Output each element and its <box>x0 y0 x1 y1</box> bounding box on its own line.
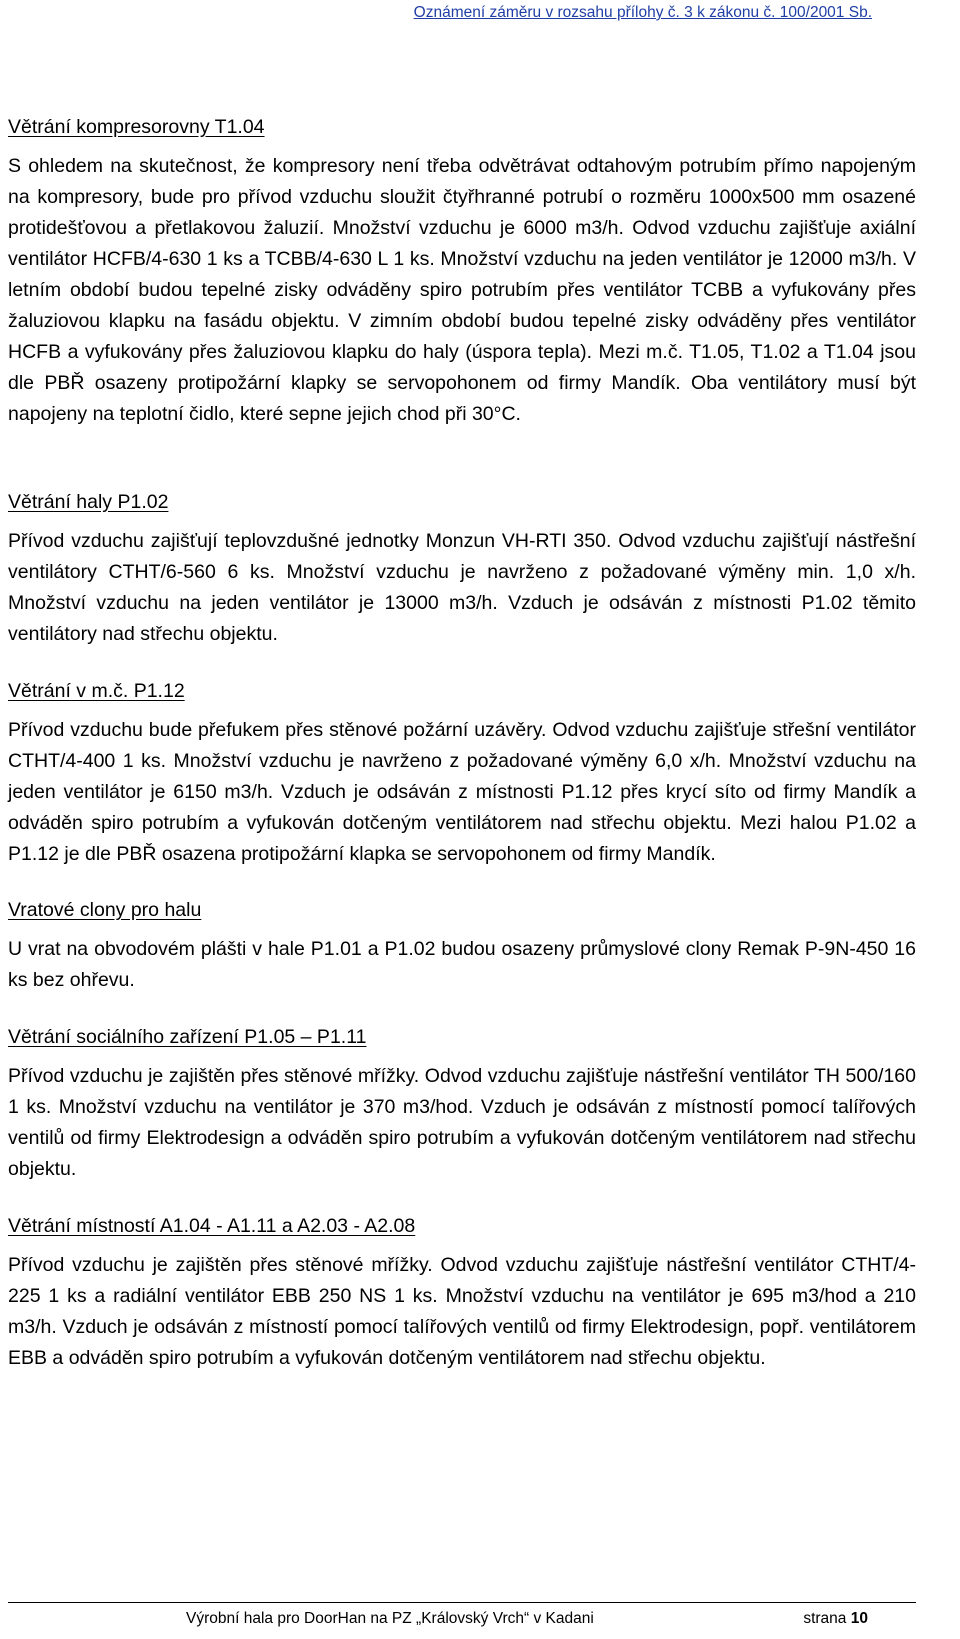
section-paragraph: Přívod vzduchu bude přefukem přes stěnové požární uzávěry. Odvod vzduchu zajišťuje střešní ventilátor CTHT/4-400 1 ks. Množství vzduchu je navrženo z požadované výměny 6,0 x/h. Množství vzduchu na jeden ventilátor je 6150 m3/h. Vzduch je odsáván z místnosti P1.12 přes krycí síto od firmy Mandík a odváděn spiro potrubím a vyfukován dotčeným ventilátorem nad střechu objektu. Mezi halou P1.02 a P1.12 je dle PBŘ osazena protipožární klapka se servopohonem od firmy Mandík. <box>8 719 916 865</box>
section-heading: Větrání místností A1.04 - A1.11 a A2.03 - A2.08 <box>8 1215 416 1237</box>
page-label: strana <box>803 1610 847 1627</box>
section-heading: Větrání v m.č. P1.12 <box>8 680 185 702</box>
section-vratove-clony <box>8 895 916 996</box>
footer-title: Výrobní hala pro DoorHan na PZ „Královský Vrch“ v Kadani <box>186 1610 594 1627</box>
section-paragraph: Přívod vzduchu zajišťují teplovzdušné jednotky Monzun VH-RTI 350. Odvod vzduchu zajišťují nástřešní ventilátory CTHT/6-560 6 ks. Množství vzduchu je navrženo z požadované výměny min. 1,0 x/h. Množství vzduchu na jeden ventilátor je 13000 m3/h. Vzduch je odsáván z místnosti P1.02 těmito ventilátory nad střechu objektu. <box>8 530 916 645</box>
footer-divider <box>8 1602 916 1603</box>
section-hala <box>8 487 916 650</box>
section-heading: Větrání kompresorovny T1.04 <box>8 116 265 138</box>
section-mc-p1-12 <box>8 676 916 870</box>
section-socialni-zarizeni <box>8 1022 916 1185</box>
section-heading: Vratové clony pro halu <box>8 899 202 921</box>
page-number <box>803 1610 868 1628</box>
section-paragraph: S ohledem na skutečnost, že kompresory není třeba odvětrávat odtahovým potrubím přímo napojeným na kompresory, bude pro přívod vzduchu sloužit čtyřhranné potrubí o rozměru 1000x500 mm osazené protidešťovou a přetlakovou žaluzií. Množství vzduchu je 6000 m3/h. Odvod vzduchu zajišťuje axiální ventilátor HCFB/4-630 1 ks a TCBB/4-630 L 1 ks. Množství vzduchu na jeden ventilátor je 12000 m3/h. V letním období budou tepelné zisky odváděny spiro potrubím přes ventilátor TCBB a vyfukovány přes žaluziovou klapku na fasádu objektu. V zimním období budou tepelné zisky odváděny přes ventilátor HCFB a vyfukovány přes žaluziovou klapku do haly (úspora tepla). Mezi m.č. T1.05, T1.02 a T1.04 jsou dle PBŘ osazeny protipožární klapky se servopohonem od firmy Mandík. Oba ventilátory musí být napojeny na teplotní čidlo, které sepne jejich chod při 30°C. <box>8 155 916 425</box>
page-number-value: 10 <box>850 1610 868 1627</box>
section-paragraph: Přívod vzduchu je zajištěn přes stěnové mřížky. Odvod vzduchu zajišťuje nástřešní ventilátor CTHT/4-225 1 ks a radiální ventilátor EBB 250 NS 1 ks. Množství vzduchu na ventilátor je 695 m3/hod a 210 m3/h. Vzduch je odsáván z místností pomocí talířových ventilů od firmy Elektrodesign, popř. ventilátorem EBB a odváděn spiro potrubím a vyfukován dotčeným ventilátorem nad střechu objektu. <box>8 1254 916 1369</box>
section-mistnosti-a <box>8 1211 916 1374</box>
section-kompresorovna <box>8 112 916 430</box>
header-link[interactable]: Oznámení záměru v rozsahu přílohy č. 3 k zákonu č. 100/2001 Sb. <box>413 4 872 21</box>
section-heading: Větrání haly P1.02 <box>8 491 169 513</box>
section-heading: Větrání sociálního zařízení P1.05 – P1.11 <box>8 1026 367 1048</box>
section-paragraph: U vrat na obvodovém plášti v hale P1.01 a P1.02 budou osazeny průmyslové clony Remak P-9N-450 16 ks bez ohřevu. <box>8 938 916 991</box>
document-body <box>8 112 916 1374</box>
section-paragraph: Přívod vzduchu je zajištěn přes stěnové mřížky. Odvod vzduchu zajišťuje nástřešní ventilátor TH 500/160 1 ks. Množství vzduchu na ventilátor je 370 m3/hod. Vzduch je odsáván z místností pomocí talířových ventilů od firmy Elektrodesign a odváděn spiro potrubím a vyfukován dotčeným ventilátorem nad střechu objektu. <box>8 1065 916 1180</box>
